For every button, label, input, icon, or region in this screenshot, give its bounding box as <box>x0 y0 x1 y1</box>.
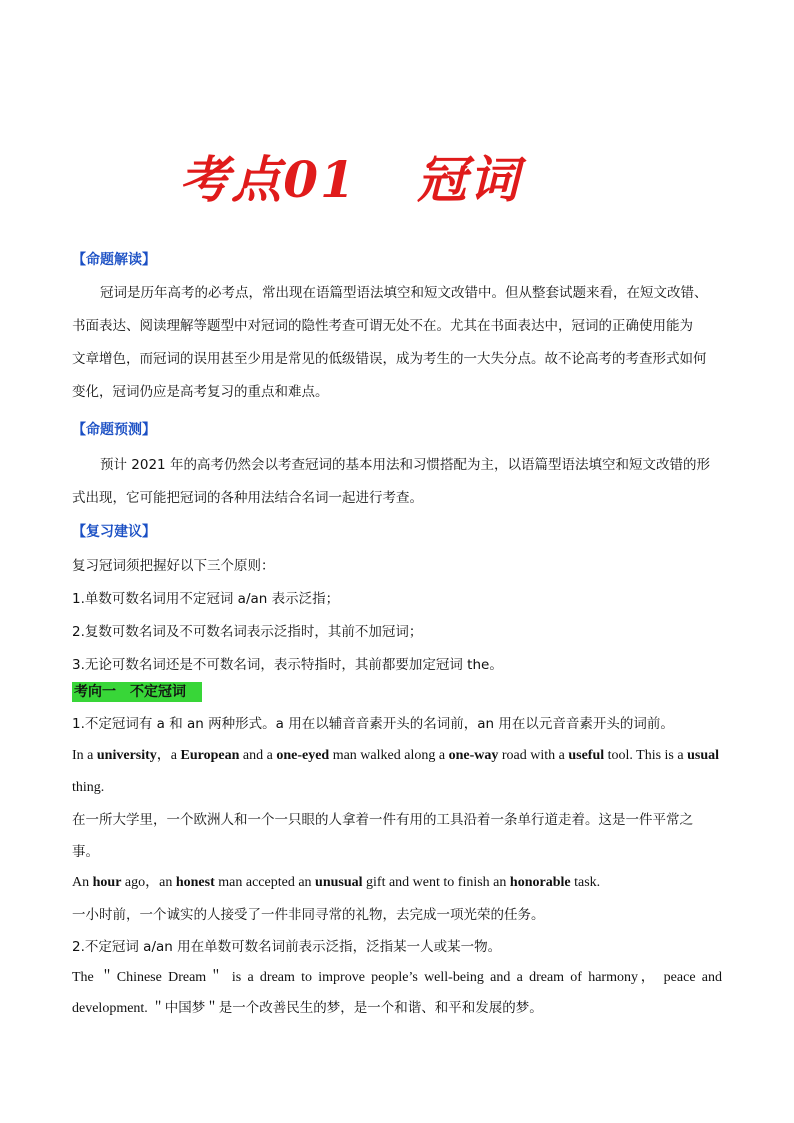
title-part1: 考点01 <box>179 150 357 209</box>
paragraph-line: 1.单数可数名词用不定冠词 a/an 表示泛指； <box>72 591 340 607</box>
rule-line: 1.不定冠词有 a 和 an 两种形式。a 用在以辅音音素开头的名词前，an 用在以元音音素开头的词前。 <box>72 716 674 732</box>
example-sentence: In a university，a European and a one-eyed man walked along a one-way road with a useful tool. This is a usual <box>72 748 720 763</box>
paragraph-line: 3.无论可数名词还是不可数名词，表示特指时，其前都要加定冠词 the。 <box>72 657 503 673</box>
paragraph-line: 文章增色，而冠词的误用甚至少用是常见的低级错误，成为考生的一大失分点。故不论高考的考查形式如何 <box>72 351 707 367</box>
translation-line: 在一所大学里，一个欧洲人和一个一只眼的人拿着一件有用的工具沿着一条单行道走着。这是一件平常之 <box>72 812 693 828</box>
section-head-prediction: 【命题预测】 <box>72 422 156 438</box>
example-sentence: The ＂Chinese Dream＂ is a dream to improve people’s well-being and a dream of harmony， peace and <box>72 970 722 985</box>
section-head-advice: 【复习建议】 <box>72 524 156 540</box>
paragraph-line: 预计 2021 年的高考仍然会以考查冠词的基本用法和习惯搭配为主，以语篇型语法填空和短文改错的形 <box>100 457 710 473</box>
paragraph-line: 复习冠词须把握好以下三个原则： <box>72 558 275 574</box>
page-title <box>0 140 700 212</box>
section-head-interpretation: 【命题解读】 <box>72 252 156 268</box>
title-part2: 冠词 <box>416 150 521 209</box>
example-sentence: An hour ago，an honest man accepted an unusual gift and went to finish an honorable task. <box>72 875 601 890</box>
paragraph-line: 式出现，它可能把冠词的各种用法结合名词一起进行考查。 <box>72 490 423 506</box>
translation-line: 事。 <box>72 844 99 860</box>
example-sentence-continued: thing. <box>72 780 105 795</box>
example-sentence-with-translation: development. ＂中国梦＂是一个改善民生的梦，是一个和谐、和平和发展的梦。 <box>72 1000 543 1016</box>
paragraph-line: 冠词是历年高考的必考点，常出现在语篇型语法填空和短文改错中。但从整套试题来看，在短文改错、 <box>100 285 708 301</box>
paragraph-line: 书面表达、阅读理解等题型中对冠词的隐性考查可谓无处不在。尤其在书面表达中，冠词的正确使用能为 <box>72 318 693 334</box>
topic-heading-highlight: 考向一 不定冠词 <box>72 682 202 702</box>
paragraph-line: 变化，冠词仍应是高考复习的重点和难点。 <box>72 384 329 400</box>
paragraph-line: 2.复数可数名词及不可数名词表示泛指时，其前不加冠词； <box>72 624 423 640</box>
translation-line: 一小时前，一个诚实的人接受了一件非同寻常的礼物，去完成一项光荣的任务。 <box>72 907 545 923</box>
rule-line: 2.不定冠词 a/an 用在单数可数名词前表示泛指，泛指某一人或某一物。 <box>72 939 502 955</box>
